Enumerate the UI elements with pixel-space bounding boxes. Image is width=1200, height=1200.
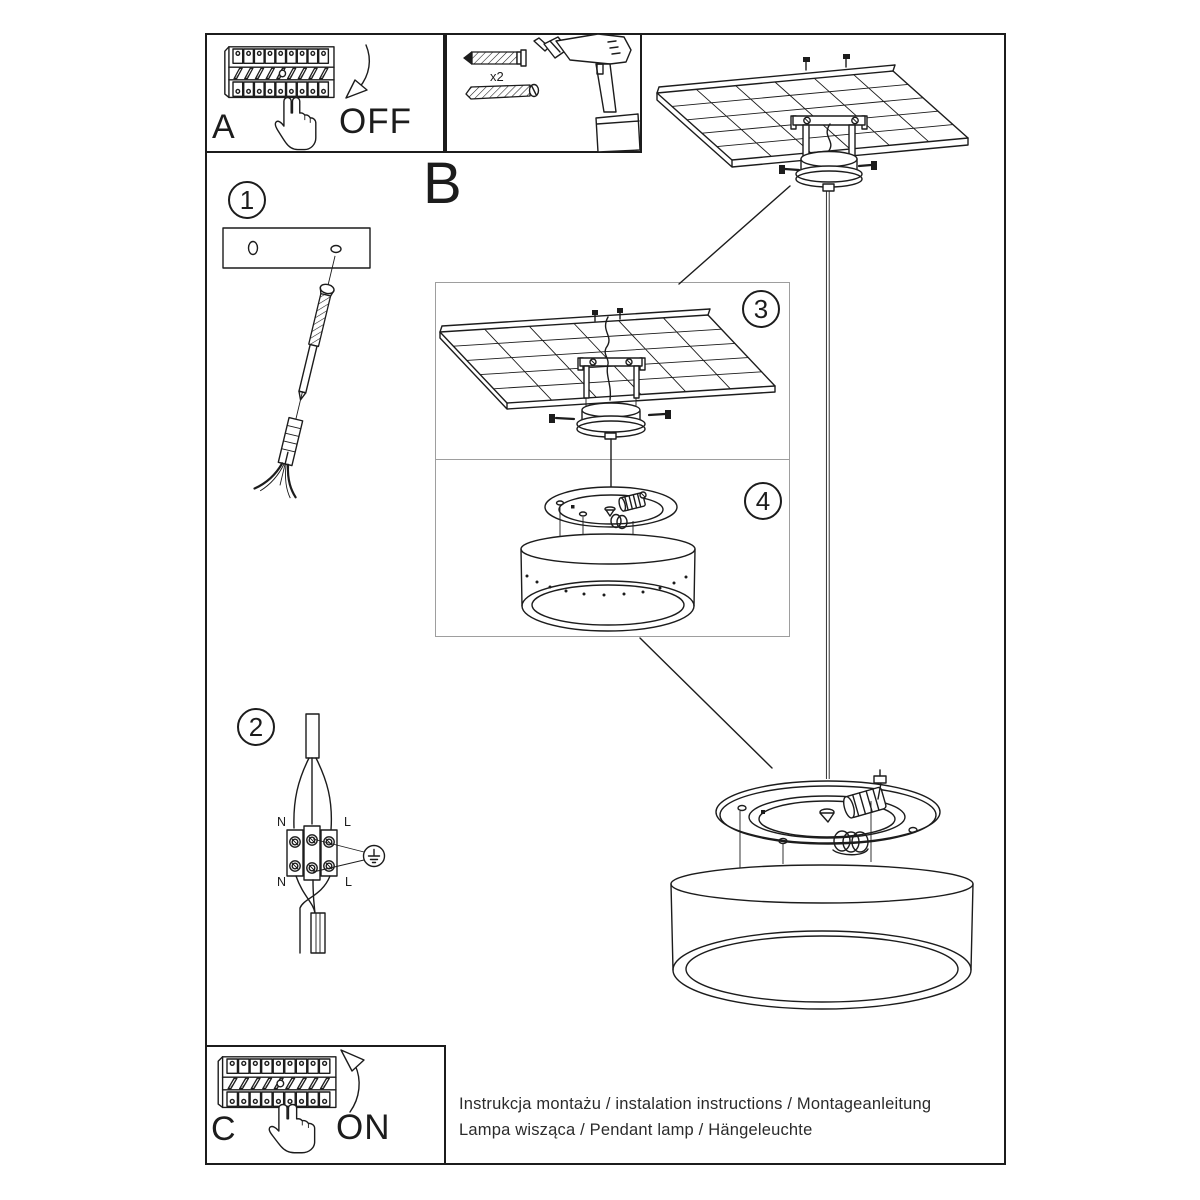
wiring-label-n-bottom: N [277, 875, 287, 889]
wiring-label-l-bottom: L [345, 875, 352, 889]
step-number-1: 1 [239, 184, 255, 215]
inset-divider [435, 459, 790, 460]
panel-a-action: OFF [339, 102, 412, 141]
panel-c-label: C [211, 1110, 236, 1148]
step-circle-2 [237, 708, 275, 746]
step-circle-1 [228, 181, 266, 219]
tools-count-label: x2 [490, 69, 504, 84]
panel-c-action: ON [336, 1108, 391, 1147]
panel-a-label: A [212, 108, 235, 146]
step-number-2: 2 [248, 711, 264, 742]
footer-line-2: Lampa wisząca / Pendant lamp / Hängeleuchte [459, 1121, 813, 1139]
wiring-label-n-top: N [277, 815, 287, 829]
section-b-label: B [423, 151, 462, 216]
step-number-3: 3 [753, 293, 769, 324]
footer-line-1: Instrukcja montażu / instalation instructions / Montageanleitung [459, 1095, 932, 1113]
step-number-4: 4 [755, 485, 771, 516]
panel-c-box [205, 1045, 446, 1165]
step-circle-4 [744, 482, 782, 520]
tools-box [445, 33, 642, 153]
step-circle-3 [742, 290, 780, 328]
wiring-label-l-top: L [344, 815, 351, 829]
